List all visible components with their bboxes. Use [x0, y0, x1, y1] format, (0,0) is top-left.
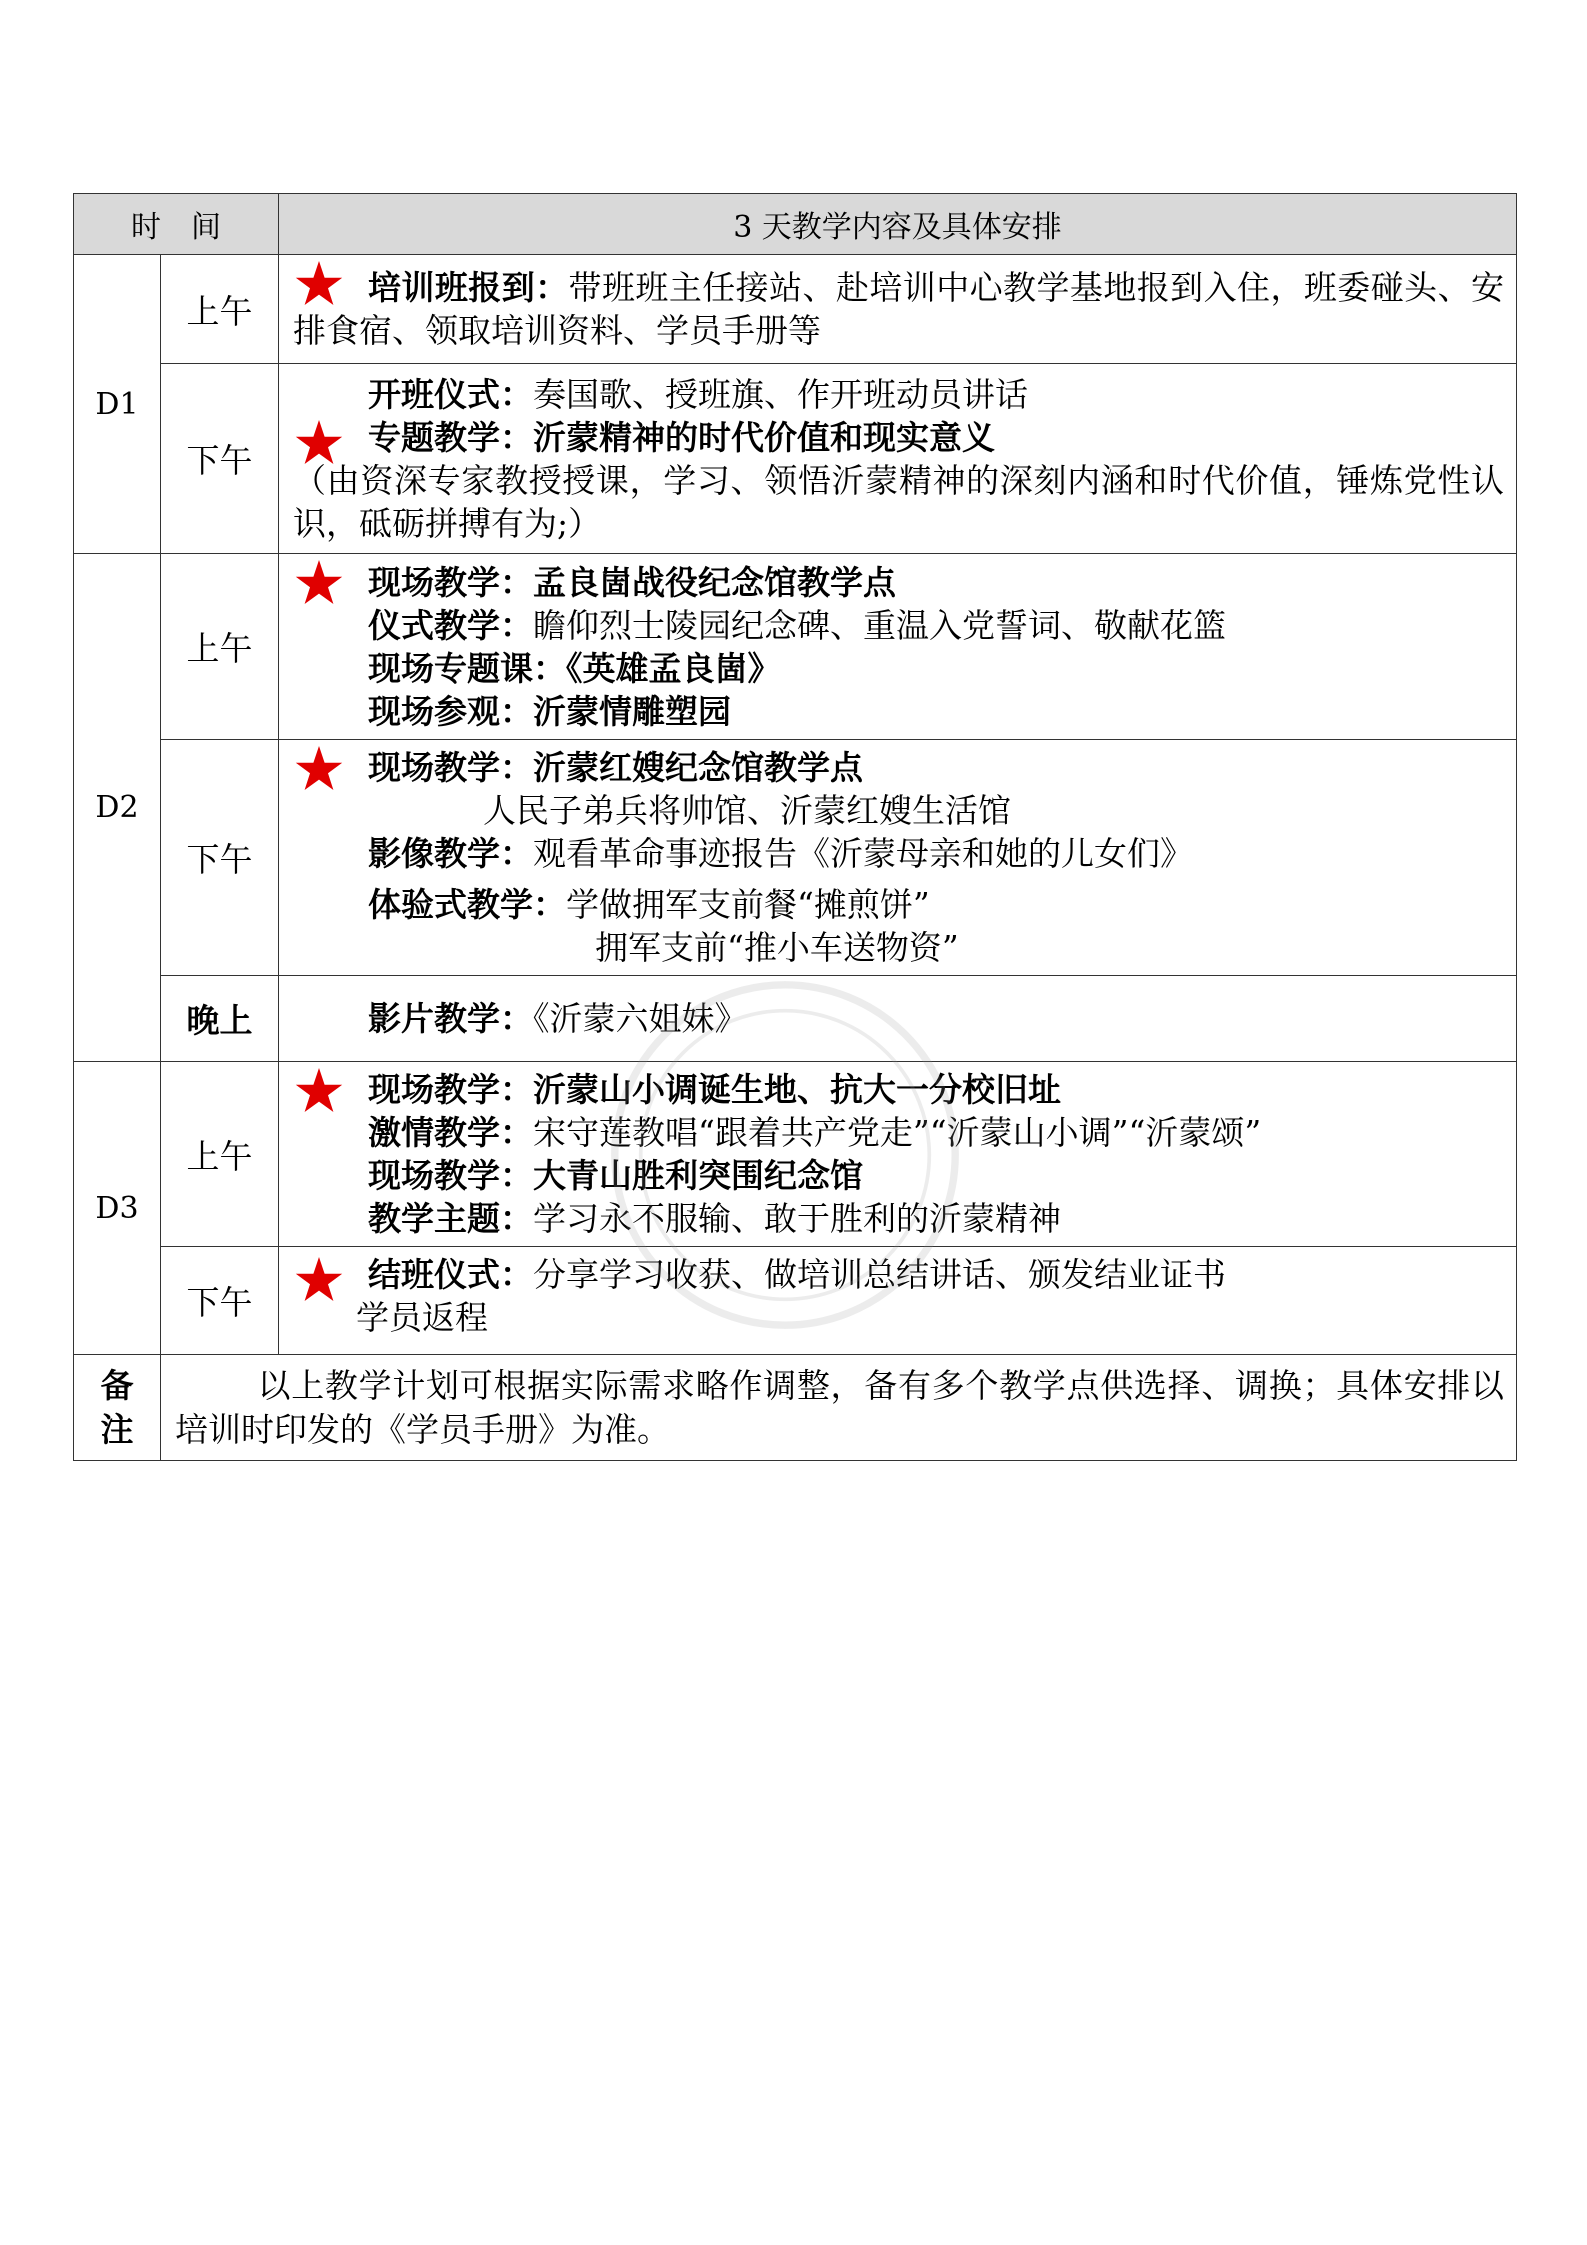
period-content	[279, 554, 1517, 740]
header-row	[74, 194, 1517, 255]
content-line	[293, 373, 1504, 416]
line-text: （由资深专家教授授课，学习、领悟沂蒙精神的深刻内涵和时代价值，锤炼党性认识，砥砺拼搏有为;）	[293, 460, 1504, 543]
content-line	[293, 459, 1504, 545]
line-bold: 现场教学：沂蒙红嫂纪念馆教学点	[368, 748, 863, 787]
line-bold: 现场教学：大青山胜利突围纪念馆	[368, 1156, 863, 1195]
period-content	[279, 740, 1517, 976]
star-icon	[295, 420, 343, 466]
line-text: 分享学习收获、做培训总结讲话、颁发结业证书	[533, 1255, 1226, 1294]
star-icon	[295, 1068, 343, 1114]
content-line	[293, 883, 1504, 926]
content-line	[293, 832, 1504, 875]
line-bold: 结班仪式：	[368, 1255, 533, 1294]
line-bold: 体验式教学：	[368, 885, 566, 924]
line-text: 观看革命事迹报告《沂蒙母亲和她的儿女们》	[533, 834, 1193, 873]
content-line	[293, 926, 1504, 969]
line-bold: 影片教学：	[368, 999, 533, 1038]
line-bold: 仪式教学：	[368, 605, 533, 645]
star-icon	[295, 261, 343, 307]
line-bold: 激情教学：	[368, 1113, 533, 1152]
period-content	[279, 364, 1517, 554]
time-header: 时 间	[74, 194, 279, 255]
content-line	[293, 746, 1504, 789]
row-d2-pm	[74, 740, 1517, 976]
line-bold: 开班仪式：	[368, 374, 533, 414]
period-label: 下午	[161, 740, 279, 976]
content-line	[293, 690, 1504, 733]
line-text: 瞻仰烈士陵园纪念碑、重温入党誓词、敬献花篮	[533, 605, 1226, 645]
line-bold: 专题教学：沂蒙精神的时代价值和现实意义	[368, 417, 995, 457]
line-text: 学员返程	[356, 1298, 488, 1337]
period-label: 晚上	[161, 976, 279, 1062]
content-line	[293, 266, 1504, 352]
line-text: 学习永不服输、敢于胜利的沂蒙精神	[533, 1199, 1061, 1238]
content-line	[293, 416, 1504, 459]
day-label-d1: D1	[74, 255, 161, 554]
period-label: 下午	[161, 364, 279, 554]
row-d2-am	[74, 554, 1517, 740]
star-icon	[295, 560, 343, 606]
star-icon	[295, 1257, 343, 1303]
content-line	[293, 647, 1504, 690]
day-label-d3: D3	[74, 1062, 161, 1355]
line-bold: 现场专题课：《英雄孟良崮》	[368, 648, 781, 688]
content-line	[293, 789, 1504, 832]
period-label: 上午	[161, 554, 279, 740]
line-text: 奏国歌、授班旗、作开班动员讲话	[533, 374, 1028, 414]
line-text: 《沂蒙六姐妹》	[533, 999, 748, 1038]
content-line	[293, 604, 1504, 647]
line-bold: 教学主题：	[368, 1199, 533, 1238]
line-bold: 现场教学：沂蒙山小调诞生地、抗大一分校旧址	[368, 1070, 1061, 1109]
content-header: 3 天教学内容及具体安排	[279, 194, 1517, 255]
line-text: 拥军支前“推小车送物资”	[595, 928, 959, 967]
line-bold: 现场教学：孟良崮战役纪念馆教学点	[368, 562, 896, 602]
period-label: 下午	[161, 1247, 279, 1355]
row-d1-am	[74, 255, 1517, 364]
period-label: 上午	[161, 255, 279, 364]
line-bold: 培训班报到：	[368, 268, 569, 307]
note-label-top: 备	[100, 1365, 134, 1405]
note-label	[74, 1355, 161, 1461]
note-label-bottom: 注	[100, 1409, 134, 1449]
day-label-d2: D2	[74, 554, 161, 1062]
line-text: 学做拥军支前餐“摊煎饼”	[566, 885, 930, 924]
period-content	[279, 255, 1517, 364]
watermark-seal-icon	[600, 970, 970, 1340]
line-bold: 影像教学：	[368, 834, 533, 873]
note-text: 以上教学计划可根据实际需求略作调整，备有多个教学点供选择、调换；具体安排以培训时印发的《学员手册》为准。	[161, 1355, 1517, 1461]
line-text: 宋守莲教唱“跟着共产党走”“沂蒙山小调”“沂蒙颂”	[533, 1113, 1262, 1152]
row-d1-pm	[74, 364, 1517, 554]
star-icon	[295, 746, 343, 792]
period-label: 上午	[161, 1062, 279, 1247]
content-line	[293, 561, 1504, 604]
line-text: 人民子弟兵将帅馆、沂蒙红嫂生活馆	[483, 791, 1011, 830]
line-bold: 现场参观：沂蒙情雕塑园	[368, 691, 731, 731]
note-row	[74, 1355, 1517, 1461]
line-text: 带班班主任接站、赴培训中心教学基地报到入住，班委碰头、安排食宿、领取培训资料、学员手册等	[293, 268, 1505, 350]
